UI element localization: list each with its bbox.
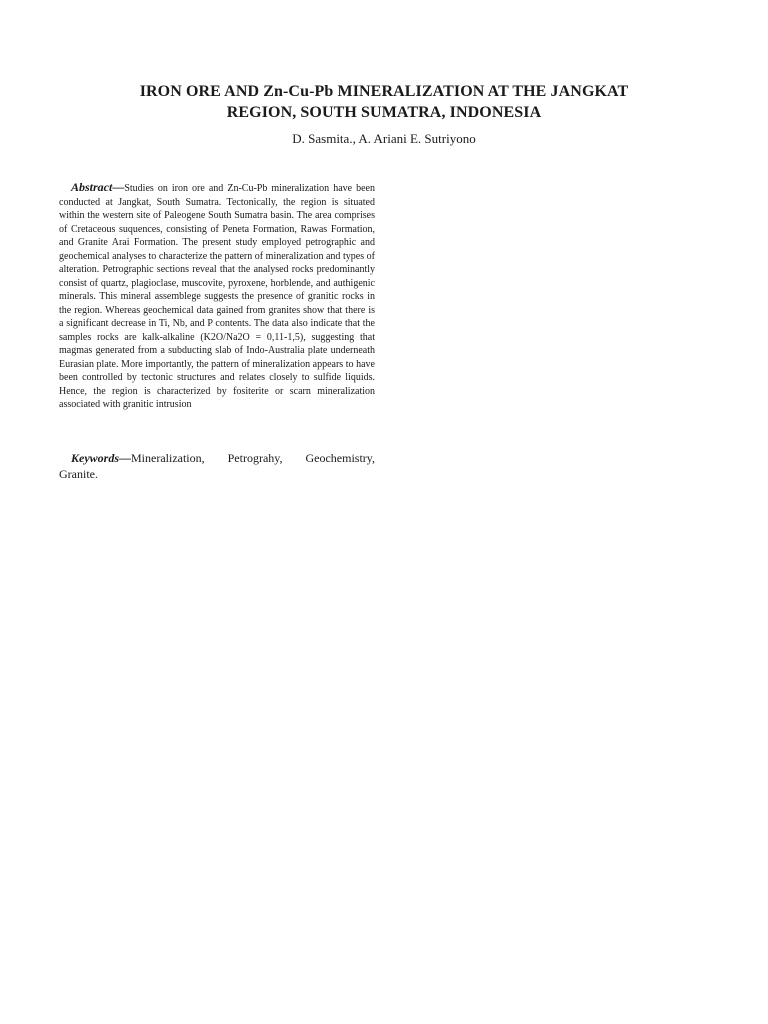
title-line-2: REGION, SOUTH SUMATRA, INDONESIA <box>226 104 542 121</box>
author-list: D. Sasmita., A. Ariani E. Sutriyono <box>292 131 476 146</box>
keywords-text: Mineralization, Petrograhy, Geochemistry, Granite. <box>59 451 375 481</box>
abstract-label: Abstract— <box>71 180 125 194</box>
paper-title <box>60 81 708 123</box>
keywords-paragraph <box>59 450 375 482</box>
keywords-label: Keywords— <box>71 451 131 465</box>
abstract-paragraph <box>59 181 375 412</box>
abstract-text: Studies on iron ore and Zn-Cu-Pb mineralization have been conducted at Jangkat, South Sumatra. Tectonically, the region is situated within the western site of Paleogene South Sumatra basin. The area comprises of Cretaceous suquences, consisting of Peneta Formation, Rawas Formation, and Granite Arai Formation. The present study employed petrographic and geochemical analyses to characterize the pattern of mineralization and types of alteration. Petrographic sections reveal that the analysed rocks predominantly consist of quartz, plagioclase, muscovite, pyroxene, horblende, and authigenic minerals. This mineral assemblege suggests the presence of granitic rocks in the region. Whereas geochemical data gained from granites show that there is a significant decrease in Ti, Nb, and P contents. The data also indicate that the samples rocks are kalk-alkaline (K2O/Na2O = 0,11-1,5), suggesting that magmas generated from a subducting slab of Indo-Australia plate underneath Eurasian plate. More importantly, the pattern of mineralization appears to have been controlled by tectonic structures and relates closely to sulfide liquids. Hence, the region is characterized by fositerite or scarn mineralization associated with granitic intrusion <box>59 183 375 410</box>
title-line-1: IRON ORE AND Zn-Cu-Pb MINERALIZATION AT THE JANGKAT <box>139 83 629 100</box>
